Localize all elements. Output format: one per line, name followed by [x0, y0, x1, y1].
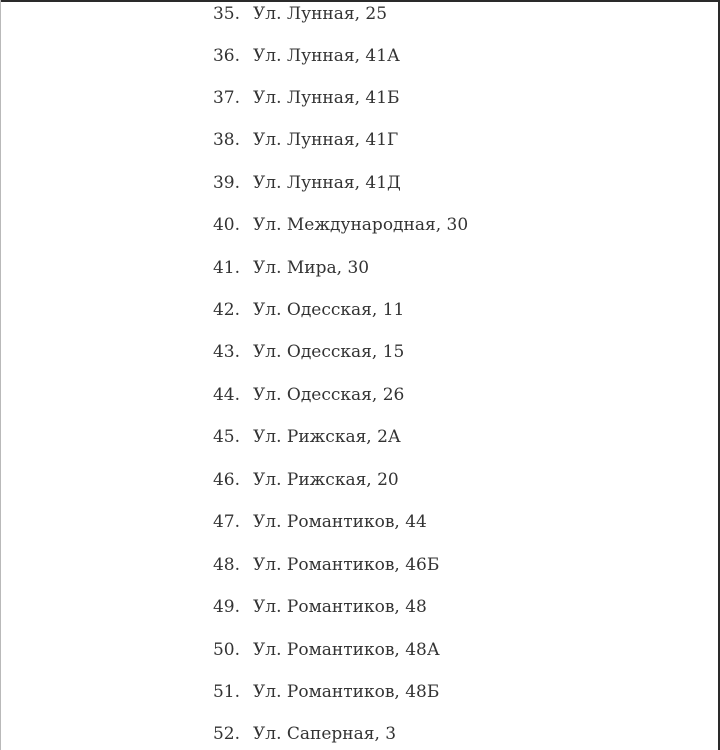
list-item-text: Ул. Одесская, 15 [253, 342, 405, 362]
list-item-number: 41. [212, 258, 240, 278]
list-item-text: Ул. Рижская, 2А [253, 427, 401, 447]
list-item-text: Ул. Романтиков, 44 [253, 512, 427, 532]
list-item-text: Ул. Лунная, 25 [253, 4, 388, 24]
list-item-text: Ул. Одесская, 11 [253, 300, 405, 320]
list-item-text: Ул. Мира, 30 [253, 258, 370, 278]
list-item-number: 49. [212, 597, 240, 617]
list-item-text: Ул. Лунная, 41Д [253, 173, 401, 193]
list-item-text: Ул. Лунная, 41А [253, 46, 400, 66]
list-item-number: 52. [212, 724, 240, 744]
list-item-text: Ул. Саперная, 3 [253, 724, 397, 744]
list-item-text: Ул. Одесская, 26 [253, 385, 405, 405]
list-item-text: Ул. Романтиков, 48А [253, 640, 440, 660]
list-item-text: Ул. Лунная, 41Б [253, 88, 400, 108]
list-item-number: 46. [212, 470, 240, 490]
list-item-number: 44. [212, 385, 240, 405]
list-item-text: Ул. Лунная, 41Г [253, 130, 399, 150]
list-item-text: Ул. Романтиков, 46Б [253, 555, 440, 575]
list-item-number: 40. [212, 215, 240, 235]
list-item-number: 37. [212, 88, 240, 108]
list-item-text: Ул. Романтиков, 48Б [253, 682, 440, 702]
list-item-number: 39. [212, 173, 240, 193]
list-item-text: Ул. Романтиков, 48 [253, 597, 427, 617]
list-item-number: 51. [212, 682, 240, 702]
list-item-number: 35. [212, 4, 240, 24]
list-item-number: 43. [212, 342, 240, 362]
list-item-number: 47. [212, 512, 240, 532]
list-item-number: 36. [212, 46, 240, 66]
list-item-number: 45. [212, 427, 240, 447]
list-item-text: Ул. Рижская, 20 [253, 470, 399, 490]
list-item-number: 48. [212, 555, 240, 575]
list-item-number: 42. [212, 300, 240, 320]
list-item-number: 50. [212, 640, 240, 660]
list-item-text: Ул. Международная, 30 [253, 215, 469, 235]
window-left-border [0, 0, 1, 750]
list-item-number: 38. [212, 130, 240, 150]
